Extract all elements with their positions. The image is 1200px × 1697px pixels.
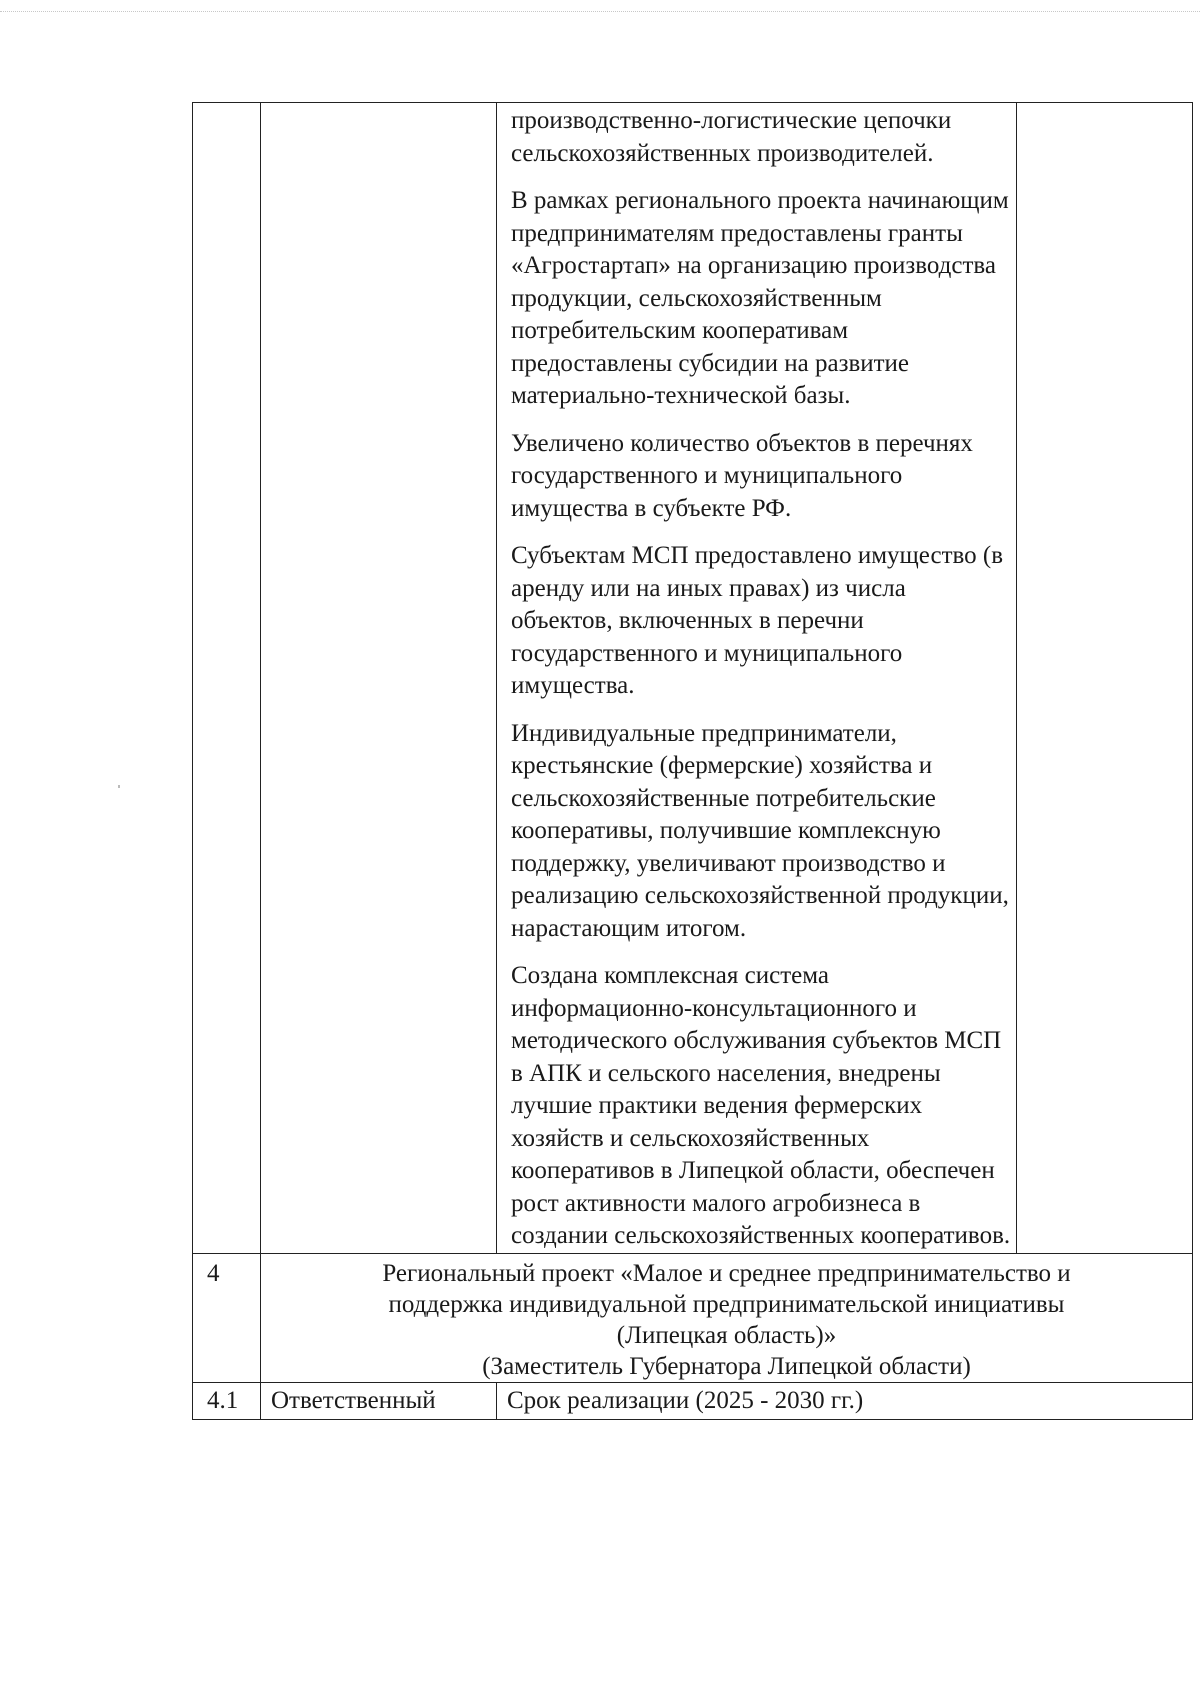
result-paragraph: Индивидуальные предприниматели, крестьянские (фермерские) хозяйства и сельскохозяйственные потребительские кооперативы, получившие комплексную поддержку, увеличивают производство и реализацию сельскохозяйственной продукции, нарастающим итогом. bbox=[511, 719, 1009, 942]
results-cell bbox=[497, 103, 1017, 1254]
responsible-label: Ответственный bbox=[261, 1382, 497, 1419]
scan-speck bbox=[118, 785, 120, 788]
project-title-line: поддержка индивидуальной предпринимательской инициативы bbox=[388, 1290, 1065, 1318]
project-title-line: (Липецкая область)» bbox=[616, 1321, 837, 1349]
project-title-line: Региональный проект «Малое и среднее предпринимательство и bbox=[382, 1259, 1071, 1287]
table-row bbox=[193, 103, 1193, 1254]
number-cell-empty bbox=[193, 103, 261, 1254]
row-number: 4 bbox=[193, 1253, 261, 1382]
extra-cell-empty bbox=[1017, 103, 1193, 1254]
result-paragraph: Субъектам МСП предоставлено имущество (в аренду или на иных правах) из числа объектов, включенных в перечни государственного и муниципального имущества. bbox=[511, 542, 1004, 699]
project-curator: (Заместитель Губернатора Липецкой области) bbox=[482, 1352, 971, 1380]
plan-table bbox=[192, 102, 1193, 1420]
table-row bbox=[193, 1253, 1193, 1382]
table-row bbox=[193, 1382, 1193, 1419]
result-paragraph: производственно-логистические цепочки сельскохозяйственных производителей. bbox=[511, 107, 952, 167]
responsible-cell-empty bbox=[261, 103, 497, 1254]
result-paragraph: Увеличено количество объектов в перечнях государственного и муниципального имущества в субъекте РФ. bbox=[511, 429, 973, 522]
result-paragraph: В рамках регионального проекта начинающим предпринимателям предоставлены гранты «Агростартап» на организацию производства продукции, сельскохозяйственным потребительским кооперативам предоставлены субсидии на развитие материально-технической базы. bbox=[511, 187, 1009, 409]
project-title-cell bbox=[261, 1253, 1193, 1382]
result-paragraph: Создана комплексная система информационно-консультационного и методического обслуживания субъектов МСП в АПК и сельского населения, внедрены лучшие практики ведения фермерских хозяйств и сельскохозяйственных кооперативов в Липецкой области, обеспечен рост активности малого агробизнеса в создании сельскохозяйственных кооперативов. bbox=[511, 962, 1011, 1249]
row-number: 4.1 bbox=[193, 1382, 261, 1419]
scan-edge-line bbox=[0, 11, 1200, 12]
term-label: Срок реализации (2025 - 2030 гг.) bbox=[497, 1382, 1193, 1419]
